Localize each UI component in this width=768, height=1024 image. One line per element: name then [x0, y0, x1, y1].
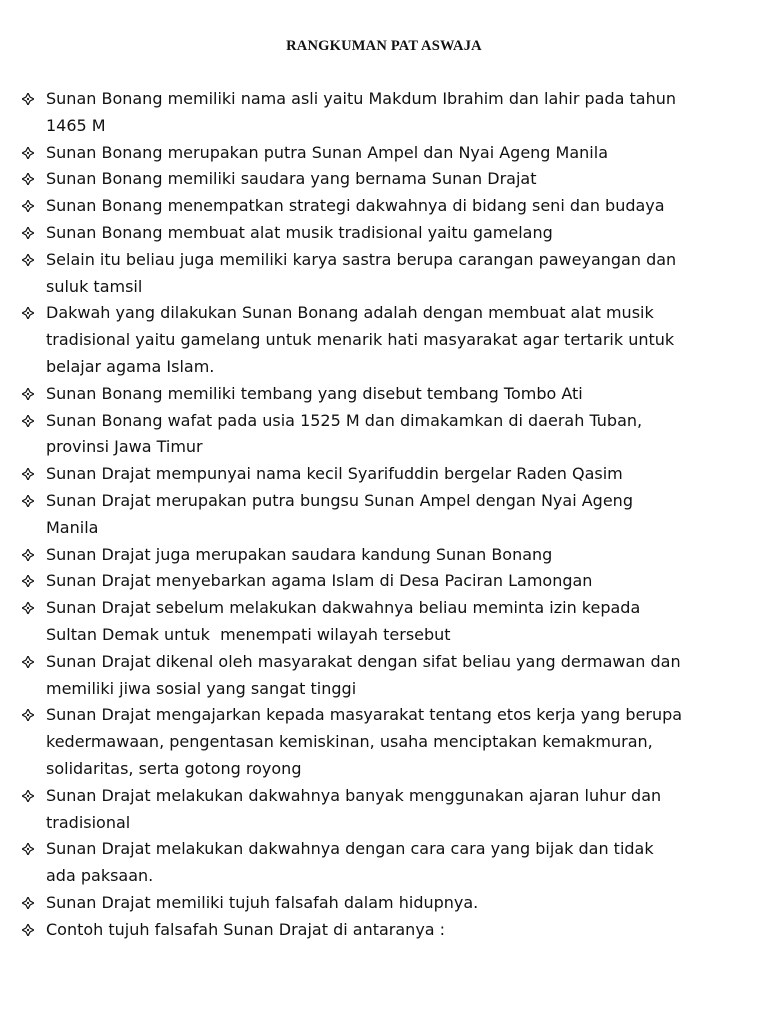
diamond-bullet-icon [22, 836, 38, 863]
list-item-text: Sunan Drajat menyebarkan agama Islam di Desa Paciran Lamongan [46, 571, 593, 591]
list-item-text: Sunan Drajat melakukan dakwahnya dengan cara cara yang bijak dan tidak ada paksaan. [46, 839, 654, 886]
list-item [0, 247, 768, 301]
list-item [0, 381, 768, 408]
list-item [0, 568, 768, 595]
list-item-text: Sunan Drajat sebelum melakukan dakwahnya beliau meminta izin kepada Sultan Demak untuk menempati wilayah tersebut [46, 598, 641, 644]
list-item-text: Sunan Bonang wafat pada usia 1525 M dan dimakamkan di daerah Tuban, provinsi Jawa Timur [46, 410, 643, 457]
list-item-text: Sunan Bonang membuat alat musik tradisional yaitu gamelang [46, 222, 553, 242]
diamond-bullet-icon [22, 140, 38, 167]
list-item-text: Dakwah yang dilakukan Sunan Bonang adalah dengan membuat alat musik tradisional yaitu gamelang untuk menarik hati masyarakat agar tertarik untuk belajar agama Islam. [46, 303, 675, 376]
list-item-text: Sunan Drajat merupakan putra bungsu Sunan Ampel dengan Nyai Ageng Manila [46, 490, 633, 537]
list-item [0, 783, 768, 837]
list-item-text: Sunan Drajat mempunyai nama kecil Syarifuddin bergelar Raden Qasim [46, 464, 623, 484]
list-item [0, 140, 768, 167]
list-item [0, 408, 768, 462]
list-item [0, 220, 768, 247]
list-item-text: Sunan Bonang memiliki nama asli yaitu Makdum Ibrahim dan lahir pada tahun 1465 M [46, 89, 677, 135]
diamond-bullet-icon [22, 890, 38, 917]
diamond-bullet-icon [22, 408, 38, 435]
list-item-text: Sunan Drajat mengajarkan kepada masyarakat tentang etos kerja yang berupa kedermawaan, pengentasan kemiskinan, usaha menciptakan kemakmuran, solidaritas, serta gotong royong [46, 705, 683, 778]
list-item [0, 595, 768, 649]
list-item [0, 836, 768, 890]
list-item [0, 890, 768, 917]
diamond-bullet-icon [22, 300, 38, 327]
list-item-text: Sunan Drajat juga merupakan saudara kandung Sunan Bonang [46, 544, 553, 564]
list-item-text: Sunan Drajat melakukan dakwahnya banyak menggunakan ajaran luhur dan tradisional [46, 785, 662, 832]
list-item [0, 193, 768, 220]
diamond-bullet-icon [22, 86, 38, 113]
list-item-text: Sunan Drajat memiliki tujuh falsafah dalam hidupnya. [46, 892, 479, 912]
diamond-bullet-icon [22, 649, 38, 676]
list-item-text: Sunan Bonang memiliki saudara yang bernama Sunan Drajat [46, 169, 537, 189]
diamond-bullet-icon [22, 568, 38, 595]
diamond-bullet-icon [22, 461, 38, 488]
list-item-text: Sunan Drajat dikenal oleh masyarakat dengan sifat beliau yang dermawan dan memiliki jiwa sosial yang sangat tinggi [46, 651, 681, 698]
page-title: RANGKUMAN PAT ASWAJA [286, 38, 482, 54]
diamond-bullet-icon [22, 488, 38, 515]
list-item [0, 488, 768, 542]
list-item [0, 166, 768, 193]
diamond-bullet-icon [22, 702, 38, 729]
diamond-bullet-icon [22, 381, 38, 408]
list-item-text: Sunan Bonang merupakan putra Sunan Ampel dan Nyai Ageng Manila [46, 142, 608, 162]
list-item [0, 702, 768, 782]
diamond-bullet-icon [22, 247, 38, 274]
list-item [0, 300, 768, 380]
diamond-bullet-icon [22, 917, 38, 944]
diamond-bullet-icon [22, 193, 38, 220]
list-item [0, 649, 768, 703]
list-item [0, 86, 768, 140]
diamond-bullet-icon [22, 542, 38, 569]
diamond-bullet-icon [22, 220, 38, 247]
diamond-bullet-icon [22, 783, 38, 810]
summary-list [0, 86, 768, 944]
list-item-text: Selain itu beliau juga memiliki karya sastra berupa carangan paweyangan dan suluk tamsil [46, 249, 677, 296]
list-item [0, 917, 768, 944]
list-item-text: Sunan Bonang menempatkan strategi dakwahnya di bidang seni dan budaya [46, 196, 665, 216]
list-item [0, 461, 768, 488]
diamond-bullet-icon [22, 166, 38, 193]
list-item [0, 542, 768, 569]
list-item-text: Sunan Bonang memiliki tembang yang disebut tembang Tombo Ati [46, 383, 583, 403]
diamond-bullet-icon [22, 595, 38, 622]
list-item-text: Contoh tujuh falsafah Sunan Drajat di antaranya : [46, 919, 446, 939]
